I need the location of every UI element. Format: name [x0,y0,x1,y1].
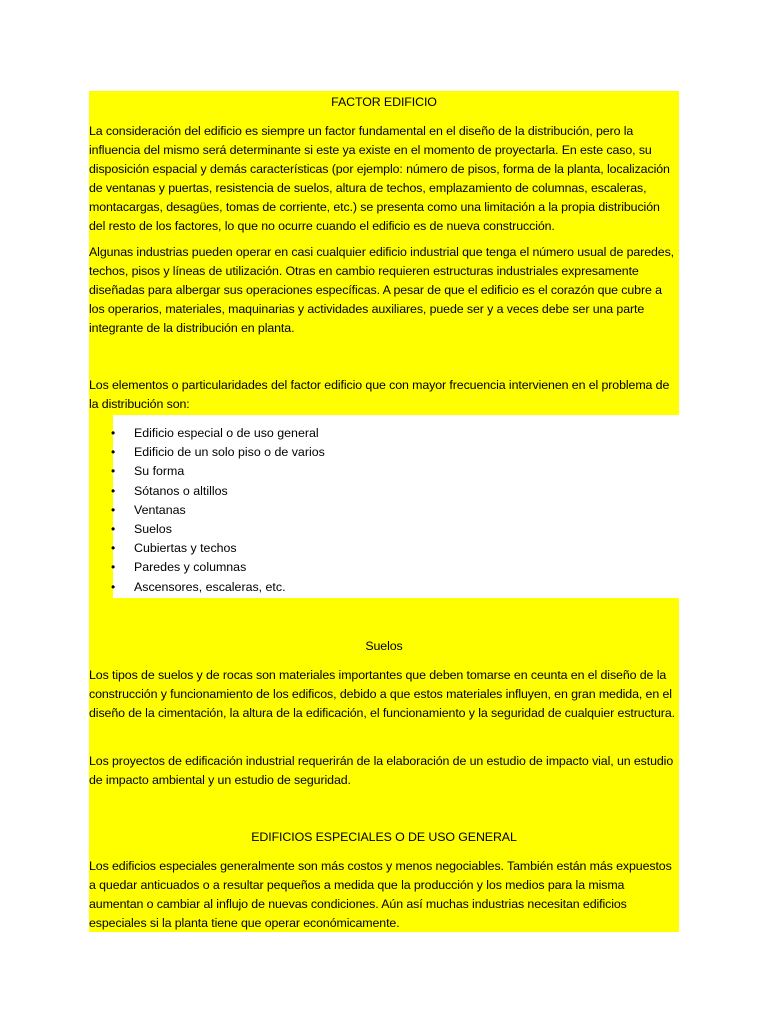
paragraph-especiales: Los edificios especiales generalmente son más costos y menos negociables. También están más expuestos a quedar anticuados o a resultar pequeños a medida que la producción y los medios para la misma aumentan o cambiar al influjo de nuevas condiciones. Aún así muchas industrias necesitan edificios especiales si la planta tiene que operar económicamente. [89,859,672,930]
list-item: • Cubiertas y techos [89,539,349,558]
paragraph-elements: Los elementos o particularidades del factor edificio que con mayor frecuencia intervienen en el problema de la distribución son: [89,378,670,411]
bullet-icon: • [111,426,116,440]
bullet-icon: • [111,464,116,479]
bullet-list [89,424,349,597]
list-item: • Edificio especial o de uso general [89,424,349,443]
bullet-icon: • [111,579,116,594]
list-item: • Edificio de un solo piso o de varios [89,443,349,462]
bullet-icon: • [111,502,116,517]
list-item: • Su forma [89,462,349,481]
list-item: • Suelos [89,520,349,539]
list-item: • Sótanos o altillos [89,482,349,501]
heading-suelos: Suelos [365,639,403,653]
list-item: • Ventanas [89,501,349,520]
heading-especiales: EDIFICIOS ESPECIALES O DE USO GENERAL [251,830,517,844]
list-item: • Paredes y columnas [89,558,349,577]
bullet-icon: • [111,541,116,556]
paragraph-suelos: Los tipos de suelos y de rocas son materiales importantes que deben tomarse en ceunta en el diseño de la construcción y funcionamiento de los edificos, debido a que estos materiales influyen, en gran medida, en el diseño de la cimentación, la altura de la edificación, el funcionamiento y la seguridad de cualquier estructura. [89,668,675,720]
page-title: FACTOR EDIFICIO [331,95,437,109]
bullet-icon: • [111,483,116,498]
paragraph-intro: La consideración del edificio es siempre un factor fundamental en el diseño de la distribución, pero la influencia del mismo será determinante si este ya existe en el momento de proyectarla. En este caso, su disposición espacial y demás características (por ejemplo: número de pisos, forma de la planta, localización de ventanas y puertas, resistencia de suelos, altura de techos, emplazamiento de columnas, escaleras, montacargas, desagües, tomas de corriente, etc.) se presenta como una limitación a la propia distribución del resto de los factores, lo que no ocurre cuando el edificio es de nueva construcción. [89,124,670,233]
list-item: • Ascensores, escaleras, etc. [89,578,349,597]
bullet-icon: • [111,560,116,575]
paragraph-industries: Algunas industrias pueden operar en casi cualquier edificio industrial que tenga el número usual de paredes, techos, pisos y líneas de utilización. Otras en cambio requieren estructuras industriales expresamente diseñadas para albergar sus operaciones específicas. A pesar de que el edificio es el corazón que cubre a los operarios, materiales, maquinarias y actividades auxiliares, puede ser y a veces debe ser una parte integrante de la distribución en planta. [89,245,675,335]
bullet-icon: • [111,445,116,460]
bullet-icon: • [111,522,116,537]
paragraph-proyectos: Los proyectos de edificación industrial requerirán de la elaboración de un estudio de impacto vial, un estudio de impacto ambiental y un estudio de seguridad. [89,754,674,787]
